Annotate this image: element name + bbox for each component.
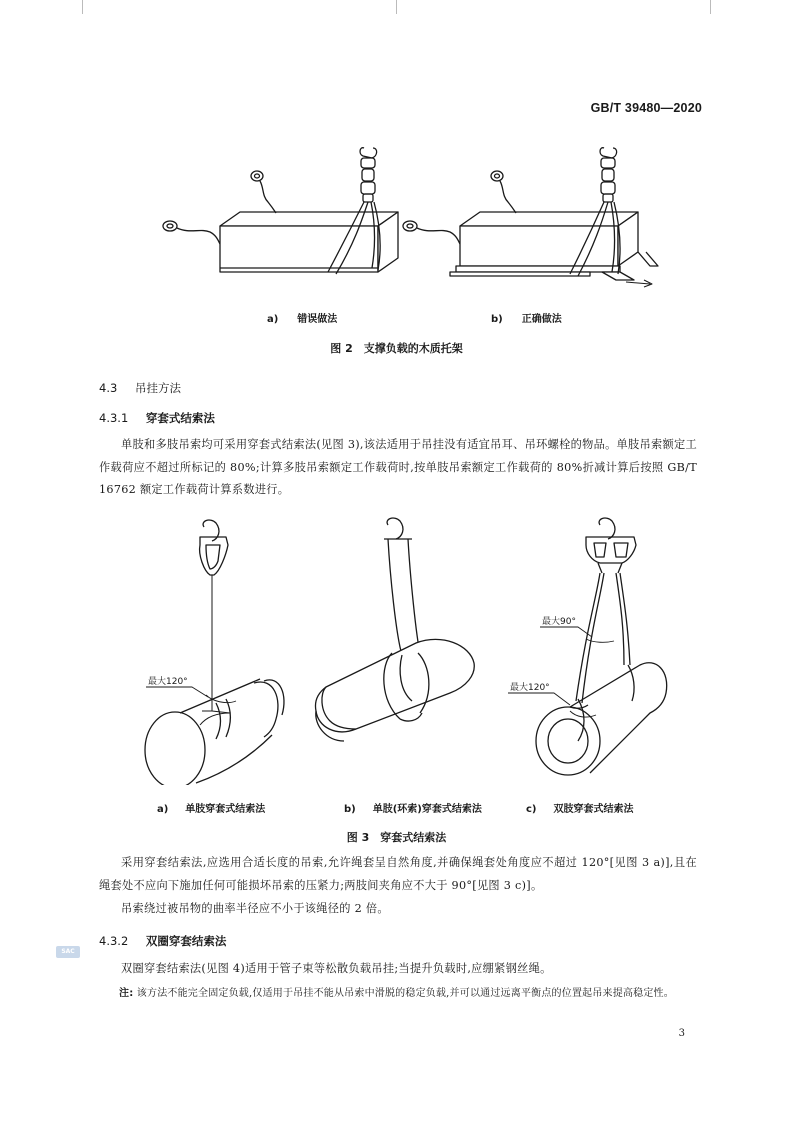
figure-3c-letter: c) xyxy=(526,804,537,815)
figure-2-illustration xyxy=(150,140,670,300)
figure-2a-caption xyxy=(267,310,337,325)
section-title: 穿套式结索法 xyxy=(145,411,215,425)
paragraph-2: 采用穿套结索法,应选用合适长度的吊索,允许绳套呈自然角度,并确保绳套处角度应不超过 120°[见图 3 a)],且在绳套处不应向下施加任何可能损坏吊索的压紧力;两肢间夹角应不大于 90°[见图 3 c)]。 xyxy=(99,856,697,892)
crop-mark-left xyxy=(82,0,83,14)
note-label: 注: xyxy=(119,988,134,999)
paragraph-1: 单肢和多肢吊索均可采用穿套式结索法(见图 3),该法适用于吊挂没有适宜吊耳、吊环螺栓的物品。单肢吊索额定工作载荷应不超过所标记的 80%;计算多肢吊索额定工作载荷时,按单肢吊索额定工作载荷的 80%折减计算后按照 GB/T 16762 额定工作载荷计算系数进行。 xyxy=(99,438,697,496)
section-4-3-2-heading xyxy=(99,933,226,949)
section-title: 吊挂方法 xyxy=(134,381,181,395)
figure-3b-letter: b) xyxy=(344,804,356,815)
note-block xyxy=(119,984,697,1004)
figure-3-illustration xyxy=(130,515,670,785)
standard-code: GB/T 39480—2020 xyxy=(590,101,702,115)
figure-3b-caption xyxy=(344,800,482,815)
figure-3c-caption xyxy=(526,800,633,815)
crop-mark-right xyxy=(710,0,711,14)
crop-mark-mid xyxy=(396,0,397,14)
figure-2a-box xyxy=(220,212,398,272)
section-number: 4.3.2 xyxy=(99,934,129,948)
figure-2b-box xyxy=(460,212,638,266)
figure-2b-letter: b) xyxy=(491,314,503,325)
watermark-logo: SAC xyxy=(56,946,80,958)
note-text: 该方法不能完全固定负载,仅适用于吊挂不能从吊索中滑脱的稳定负载,并可以通过远离平衡点的位置起吊来提高稳定性。 xyxy=(136,988,674,999)
figure-2-title: 图 2 支撑负载的木质托架 xyxy=(330,342,463,355)
figure-2a-letter: a) xyxy=(267,314,279,325)
paragraph-3: 吊索绕过被吊物的曲率半径应不小于该绳径的 2 倍。 xyxy=(121,902,389,915)
figure-3a-caption xyxy=(157,800,265,815)
figure-2b-caption xyxy=(491,310,562,325)
paragraph-4: 双圈穿套结索法(见图 4)适用于管子束等松散负载吊挂;当提升负载时,应绷紧钢丝绳。 xyxy=(121,962,552,975)
figure-2a-label: 错误做法 xyxy=(297,314,338,325)
section-title: 双圈穿套结索法 xyxy=(145,934,227,948)
page-number: 3 xyxy=(678,1028,685,1039)
figure-3b-label: 单肢(环索)穿套式结索法 xyxy=(372,804,482,815)
figure-3c-angle-top-label: 最大90° xyxy=(542,617,576,627)
figure-3a-angle-label: 最大120° xyxy=(148,677,188,687)
section-4-3-1-heading xyxy=(99,410,215,426)
figure-3-title: 图 3 穿套式结索法 xyxy=(346,831,447,844)
figure-3c-angle-bottom-label: 最大120° xyxy=(510,683,550,693)
section-number: 4.3 xyxy=(99,381,118,395)
figure-3c-label: 双肢穿套式结索法 xyxy=(553,804,634,815)
figure-2b-label: 正确做法 xyxy=(521,314,562,325)
figure-3a-label: 单肢穿套式结索法 xyxy=(185,804,266,815)
figure-3a-letter: a) xyxy=(157,804,169,815)
section-4-3-heading xyxy=(99,380,181,396)
section-number: 4.3.1 xyxy=(99,411,129,425)
